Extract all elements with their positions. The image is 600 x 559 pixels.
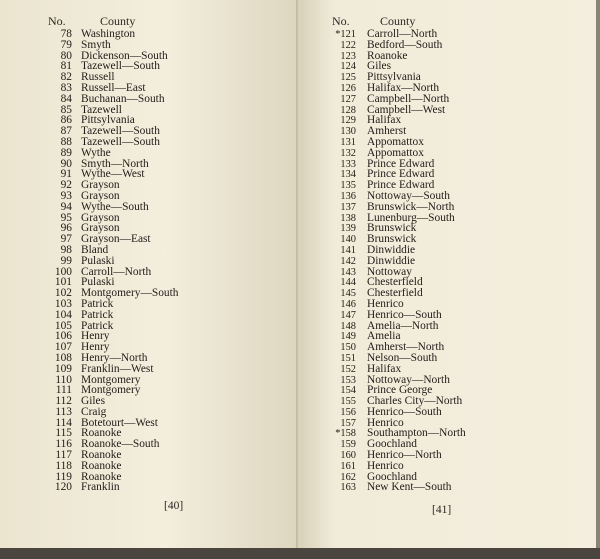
list-item [0, 148, 178, 159]
entry-number: 81 [60, 60, 72, 73]
list-item [300, 310, 466, 321]
county-name: Goochland [367, 438, 417, 451]
county-name: Henry [81, 330, 110, 343]
entry-number: 107 [54, 341, 72, 354]
left-page [0, 0, 300, 548]
county-name: Roanoke [81, 449, 122, 462]
county-name: Nottoway—North [367, 373, 450, 386]
county-name: Amelia—North [367, 319, 439, 332]
county-name: Amherst [367, 125, 407, 138]
county-name: Pulaski [81, 276, 115, 289]
entry-number: 134 [340, 169, 356, 181]
county-name: New Kent—South [367, 481, 452, 494]
entry-number: 130 [340, 126, 356, 138]
list-item [0, 202, 178, 213]
entry-number: 109 [54, 362, 72, 375]
entry-number: 113 [55, 405, 72, 418]
county-name: Halifax [367, 362, 402, 375]
entry-number: 139 [340, 223, 356, 235]
county-name: Henrico—South [367, 308, 442, 321]
county-name: Grayson [81, 189, 120, 202]
list-item [300, 256, 466, 267]
county-name: Goochland [367, 470, 417, 483]
county-name: Henrico [367, 416, 404, 429]
entry-number: 94 [60, 200, 72, 213]
list-item [300, 202, 466, 213]
column-header-county: County [100, 14, 136, 28]
county-name: Appomattox [367, 135, 424, 148]
page-number: [40] [164, 500, 184, 512]
county-name: Bland [81, 243, 109, 256]
entry-number: 153 [340, 374, 356, 386]
list-item [0, 256, 178, 267]
county-name: Nottoway [367, 265, 412, 278]
county-name: Southampton—North [367, 427, 466, 440]
entry-number: *121 [335, 29, 356, 40]
entry-number: 124 [340, 61, 356, 73]
county-name: Amelia [367, 330, 401, 343]
county-name: Botetourt—West [81, 416, 158, 429]
column-header-county: County [380, 14, 416, 28]
county-name: Chesterfield [367, 276, 423, 289]
county-name: Prince Edward [367, 157, 435, 170]
entry-number: 106 [54, 330, 72, 343]
entry-number: 114 [55, 416, 72, 429]
county-name: Charles City—North [367, 395, 463, 408]
entry-number: 125 [340, 72, 356, 84]
county-name: Roanoke [81, 459, 122, 472]
entry-number: 111 [55, 384, 72, 397]
county-name: Henry [81, 341, 110, 354]
entry-number: 160 [340, 450, 356, 462]
entry-number: 97 [60, 233, 72, 246]
county-name: Nelson—South [367, 351, 438, 364]
list-item [300, 148, 466, 159]
county-name: Prince Edward [367, 168, 435, 181]
entry-number: 131 [340, 136, 356, 148]
county-name: Tazewell—South [81, 135, 160, 148]
entry-number: 100 [54, 265, 72, 278]
county-name: Halifax—North [367, 81, 440, 94]
county-name: Appomattox [367, 146, 424, 159]
entry-number: 148 [340, 320, 356, 332]
county-name: Giles [367, 60, 392, 73]
county-name: Nottoway—South [367, 189, 450, 202]
entry-number: 150 [340, 342, 356, 354]
county-name: Brunswick [367, 222, 417, 235]
entry-number: 117 [55, 449, 72, 462]
entry-number: 142 [340, 255, 356, 267]
entry-number: 104 [54, 308, 72, 321]
list-item [0, 310, 178, 321]
county-name: Patrick [81, 319, 114, 332]
entry-number: 95 [60, 211, 72, 224]
county-name: Carroll—North [367, 28, 438, 40]
county-name: Henry—North [81, 351, 148, 364]
entry-number: 141 [340, 244, 356, 256]
county-name: Buchanan—South [81, 92, 165, 105]
county-name: Bedford—South [367, 38, 443, 51]
entry-number: 157 [340, 417, 356, 429]
entry-number: 118 [55, 459, 72, 472]
county-name: Russell [81, 71, 115, 84]
entry-number: 99 [60, 254, 72, 267]
list-item [0, 40, 178, 51]
entry-number: 80 [60, 49, 72, 62]
county-name: Montgomery [81, 384, 141, 397]
entry-number: 154 [340, 385, 356, 397]
entry-number: 115 [55, 427, 72, 440]
entry-number: 85 [60, 103, 72, 116]
entry-number: 86 [60, 114, 72, 127]
county-name: Tazewell [81, 103, 122, 116]
county-name: Grayson [81, 211, 120, 224]
entry-number: 163 [340, 482, 356, 494]
entry-number: 83 [60, 81, 72, 94]
entry-number: 149 [340, 331, 356, 343]
county-name: Tazewell—South [81, 60, 160, 73]
entry-number: 132 [340, 147, 356, 159]
entry-number: 133 [340, 158, 356, 170]
list-item [300, 40, 466, 51]
county-name: Montgomery [81, 373, 141, 386]
county-list [0, 29, 178, 493]
background-edge [0, 548, 600, 559]
county-name: Patrick [81, 308, 114, 321]
entry-number: 155 [340, 396, 356, 408]
entry-number: 93 [60, 189, 72, 202]
county-name: Henrico [367, 297, 404, 310]
county-name: Chesterfield [367, 287, 423, 300]
county-name: Dinwiddie [367, 254, 416, 267]
page-number: [41] [432, 504, 452, 516]
entry-number: 78 [60, 28, 72, 40]
county-name: Grayson—East [81, 233, 151, 246]
county-name: Grayson [81, 222, 120, 235]
entry-number: 136 [340, 190, 356, 202]
county-name: Amherst—North [367, 341, 445, 354]
entry-number: 120 [54, 481, 72, 494]
county-name: Pittsylvania [81, 114, 135, 127]
county-name: Roanoke [367, 49, 408, 62]
county-name: Prince Edward [367, 179, 435, 192]
list-item [0, 94, 178, 105]
entry-number: 84 [60, 92, 72, 105]
list-item [300, 364, 466, 375]
entry-number: 140 [340, 234, 356, 246]
entry-number: 108 [54, 351, 72, 364]
entry-number: 137 [340, 201, 356, 213]
entry-number: 101 [54, 276, 72, 289]
entry-number: 126 [340, 82, 356, 94]
county-name: Roanoke [81, 470, 122, 483]
county-name: Wythe—West [81, 168, 145, 181]
column-header-no: No. [48, 14, 66, 28]
county-name: Henrico—South [367, 405, 442, 418]
entry-number: 103 [54, 297, 72, 310]
county-name: Henrico [367, 459, 404, 472]
column-header-no: No. [332, 14, 350, 28]
entry-number: 102 [54, 287, 72, 300]
county-list [300, 29, 466, 493]
right-page [300, 0, 596, 548]
county-name: Henrico—North [367, 449, 442, 462]
entry-number: 156 [340, 406, 356, 418]
county-name: Campbell—West [367, 103, 446, 116]
entry-number: 98 [60, 243, 72, 256]
county-name: Russell—East [81, 81, 146, 94]
county-name: Dickenson—South [81, 49, 168, 62]
entry-number: 152 [340, 363, 356, 375]
county-name: Franklin—West [81, 362, 154, 375]
list-item [0, 364, 178, 375]
county-name: Grayson [81, 179, 120, 192]
county-name: Wythe—South [81, 200, 149, 213]
entry-number: 159 [340, 439, 356, 451]
entry-number: 151 [340, 352, 356, 364]
entry-number: *158 [335, 428, 356, 440]
county-name: Patrick [81, 297, 114, 310]
entry-number: 90 [60, 157, 72, 170]
county-name: Montgomery—South [81, 287, 179, 300]
entry-number: 110 [55, 373, 72, 386]
entry-number: 89 [60, 146, 72, 159]
county-name: Carroll—North [81, 265, 152, 278]
entry-number: 146 [340, 298, 356, 310]
entry-number: 82 [60, 71, 72, 84]
county-name: Smyth—North [81, 157, 149, 170]
county-name: Tazewell—South [81, 125, 160, 138]
county-name: Smyth [81, 38, 111, 51]
entry-number: 147 [340, 309, 356, 321]
county-name: Campbell—North [367, 92, 450, 105]
entry-number: 92 [60, 179, 72, 192]
county-name: Giles [81, 395, 106, 408]
entry-number: 129 [340, 115, 356, 127]
county-name: Brunswick [367, 233, 417, 246]
entry-number: 128 [340, 104, 356, 116]
county-name: Franklin [81, 481, 120, 494]
county-name: Roanoke [81, 427, 122, 440]
entry-number: 138 [340, 212, 356, 224]
entry-number: 144 [340, 277, 356, 289]
entry-number: 87 [60, 125, 72, 138]
county-name: Roanoke—South [81, 438, 160, 451]
entry-number: 123 [340, 50, 356, 62]
county-name: Brunswick—North [367, 200, 455, 213]
entry-number: 88 [60, 135, 72, 148]
entry-number: 143 [340, 266, 356, 278]
entry-number: 96 [60, 222, 72, 235]
entry-number: 105 [54, 319, 72, 332]
list-item [300, 482, 466, 493]
entry-number: 116 [55, 438, 72, 451]
entry-number: 79 [60, 38, 72, 51]
entry-number: 135 [340, 180, 356, 192]
entry-number: 91 [60, 168, 72, 181]
county-name: Prince George [367, 384, 433, 397]
county-name: Washington [81, 28, 136, 40]
county-name: Wythe [81, 146, 111, 159]
entry-number: 127 [340, 93, 356, 105]
county-name: Pittsylvania [367, 71, 421, 84]
entry-number: 112 [55, 395, 72, 408]
county-name: Dinwiddie [367, 243, 416, 256]
county-name: Halifax [367, 114, 402, 127]
county-name: Craig [81, 405, 107, 418]
entry-number: 161 [340, 460, 356, 472]
county-name: Lunenburg—South [367, 211, 455, 224]
entry-number: 145 [340, 288, 356, 300]
entry-number: 162 [340, 471, 356, 483]
list-item [300, 94, 466, 105]
county-name: Pulaski [81, 254, 115, 267]
entry-number: 119 [55, 470, 72, 483]
list-item [0, 482, 178, 493]
entry-number: 122 [340, 39, 356, 51]
